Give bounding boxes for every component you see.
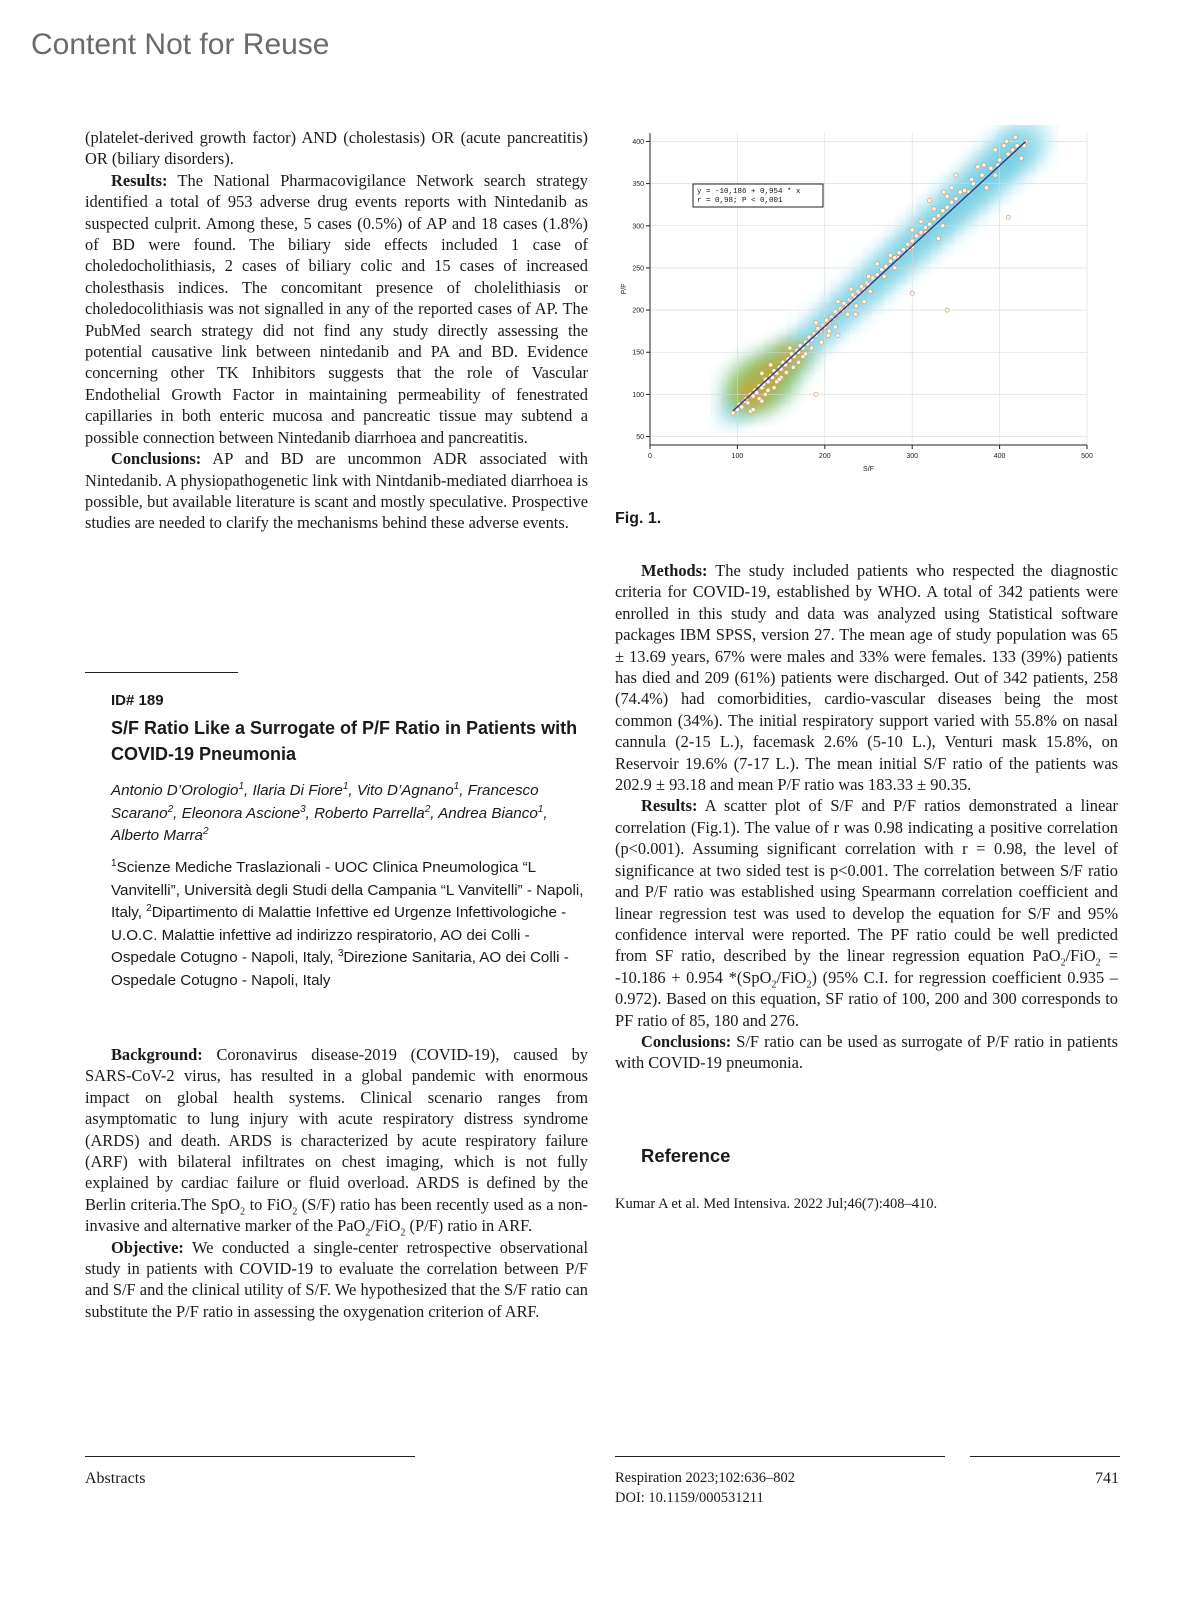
regression-line — [733, 141, 1026, 410]
data-points — [731, 135, 1028, 415]
affiliation-text: Direzione Sanitaria, AO dei Colli - Ospedale Cotugno - Napoli, Italy — [111, 949, 569, 989]
author-affiliation-mark: 2 — [424, 803, 431, 815]
footer-section: Abstracts — [85, 1470, 146, 1487]
subscript: 2 — [400, 1227, 406, 1239]
section-label: Results: — [641, 796, 698, 816]
author-name: Roberto Parrella — [314, 804, 425, 822]
section-label: Objective: — [111, 1237, 184, 1257]
data-point — [949, 200, 953, 204]
author-affiliation-mark: 1 — [537, 803, 544, 815]
data-point — [932, 207, 936, 211]
subscript: 2 — [1060, 957, 1066, 969]
data-point — [984, 186, 988, 190]
author-list: Antonio D’Orologio$^1$, Ilaria Di Fiore$^1$, Vito D’Agnano$^1$, Francesco Scarano$^2$, Eleonora Ascione$^3$, Roberto Parrella$^2$, Andrea Bianco$^1$, Alberto Marra$^2$ — [111, 780, 548, 844]
author-affiliation-mark: 2 — [203, 825, 209, 837]
author-affiliation-mark: 2 — [167, 803, 174, 815]
data-point — [945, 194, 949, 198]
data-point — [833, 325, 837, 329]
y-tick-label: 100 — [632, 391, 644, 399]
section-text: /FiO — [1065, 946, 1096, 966]
x-tick-label: 100 — [731, 453, 744, 460]
author-name: Vito D’Agnano — [356, 782, 454, 799]
y-tick-label: 50 — [636, 434, 644, 442]
section-text: (S/F) ratio has been recently used as a non-invasive and alternative marker of the PaO — [85, 1194, 588, 1236]
x-axis-label: S/F — [863, 466, 874, 473]
data-point — [942, 190, 946, 194]
y-tick-label: 300 — [632, 223, 644, 231]
author-name: Ilaria Di Fiore — [252, 782, 343, 799]
author-name: Eleonora Ascione — [181, 804, 301, 822]
data-point — [982, 163, 986, 167]
abstract-separator — [85, 672, 238, 673]
footer-rule-left — [85, 1456, 415, 1457]
data-point — [740, 405, 744, 409]
data-point — [963, 188, 967, 192]
affiliation-mark: 3 — [337, 948, 344, 960]
page-number: 741 — [1095, 1470, 1119, 1487]
reference-item: Kumar A et al. Med Intensiva. 2022 Jul;46(7):408–410. — [615, 1196, 938, 1212]
data-point — [868, 289, 872, 293]
data-point — [810, 346, 814, 350]
y-axis-label: P/F — [621, 283, 628, 295]
data-point — [945, 308, 949, 312]
section-label: Methods: — [641, 561, 708, 580]
data-point — [1013, 135, 1017, 139]
section-text: AP and BD are uncommon ADR associated with Nintedanib. A physiopathogenetic link with Nintdanib-mediated diarrhoea is possible, but available literature is scant and mostly speculative. Prospective studies are needed to clarify the mechanisms behind these adverse events. — [85, 449, 588, 533]
paragraph — [615, 560, 1118, 795]
data-point — [866, 274, 870, 278]
figure-caption: Fig. 1. — [615, 510, 662, 527]
data-point — [970, 177, 974, 181]
data-point — [803, 352, 807, 356]
data-point — [772, 386, 776, 390]
author-affiliation-mark: 3 — [300, 803, 306, 815]
data-point — [882, 274, 886, 278]
data-point — [980, 173, 984, 177]
data-point — [923, 225, 927, 229]
abstract-id: ID# 189 — [111, 692, 164, 709]
data-point — [769, 363, 773, 367]
data-point — [958, 190, 962, 194]
y-tick-label: 400 — [632, 138, 644, 146]
footer-journal: Respiration 2023;102:636–802 DOI: 10.1159/000531211 — [615, 1470, 796, 1506]
section-text: The study included patients who respected the diagnostic criteria for COVID-19, established by WHO. A total of 342 patients were enrolled in this study and data was analyzed using Statistical software packages IBM SPSS, version 27. The mean age of study population was 65 ± 13.69 years, 67% were males and 33% were females. 133 (39%) patients has died and 209 (61%) patients were discharged. Out of 342 patients, 258 (74.4%) had comorbidities, cardio-vascular diseases being the most common (34%). The initial respiratory support varied with 55.8% on nasal cannula (2-15 L.), facemask 2.6% (5-10 L.), Venturi mask 15.8%, on Reservoir 19.6% (7-17 L.). The mean initial S/F ratio of the patients was 202.9 ± 93.18 and mean P/F ratio was 183.33 ± 90.35. — [615, 561, 1118, 795]
x-tick-label: 500 — [1081, 453, 1093, 460]
paragraph — [85, 1044, 588, 1237]
data-point — [760, 399, 764, 403]
data-point — [971, 181, 975, 185]
author-name: Andrea Bianco — [438, 804, 538, 822]
author-name: Francesco Scarano — [111, 782, 539, 822]
footer-rule-right — [970, 1456, 1120, 1457]
data-point — [893, 266, 897, 270]
section-text: A scatter plot of S/F and P/F ratios demonstrated a linear correlation (Fig.1). The value of r was 0.98 indicating a positive correlation (p<0.001). Assuming significant correlation with r = 0.98, the level of significance at two sided test is p<0.001. The correlation between S/F ratio and P/F ratio was established using Spearmann correlation coefficient and linear regression test was used to develop the equation for S/F and 95% confidence interval were reported. The PF ratio could be well predicted from SF ratio, described by the linear regression equation PaO — [615, 796, 1118, 966]
data-point — [976, 165, 980, 169]
data-point — [941, 208, 945, 212]
affiliations — [111, 857, 591, 993]
data-point — [1004, 139, 1008, 143]
data-point — [827, 329, 831, 333]
data-point — [932, 217, 936, 221]
footer-rule-mid — [615, 1456, 945, 1457]
equation-line-1: y = -10,186 + 0,954 * x — [697, 188, 801, 196]
paragraph — [85, 1237, 588, 1323]
data-point — [954, 173, 958, 177]
section-text: /FiO — [776, 967, 807, 987]
data-point — [871, 276, 875, 280]
data-point — [731, 411, 735, 415]
left-column-top — [85, 127, 588, 534]
paragraph — [85, 448, 588, 534]
data-point — [819, 340, 823, 344]
data-point — [888, 253, 892, 257]
data-point — [880, 268, 884, 272]
data-point — [919, 230, 923, 234]
y-tick-label: 150 — [632, 349, 644, 357]
abstract-title: S/F Ratio Like a Surrogate of P/F Ratio in Patients with COVID-19 Pneumonia — [111, 718, 578, 764]
data-point — [914, 234, 918, 238]
subscript: 2 — [240, 1206, 246, 1218]
section-label: Results: — [111, 170, 168, 190]
y-tick-label: 250 — [632, 265, 644, 273]
section-text: S/F ratio can be used as surrogate of P/F ratio in patients with COVID-19 pneumonia. — [615, 1031, 1118, 1073]
data-point — [1019, 156, 1023, 160]
data-point — [901, 247, 905, 251]
data-point — [936, 214, 940, 218]
watermark: Content Not for Reuse — [31, 28, 330, 61]
data-point — [936, 236, 940, 240]
affiliation-text: Scienze Mediche Traslazionali - UOC Clinica Pneumologica “L Vanvitelli”, Università degli Studi della Campania “L Vanvitelli” - Napoli, Italy, — [111, 859, 584, 922]
data-point — [919, 219, 923, 223]
data-point — [826, 333, 830, 337]
author-name: Alberto Marra — [111, 827, 204, 844]
equation-box — [693, 184, 823, 207]
data-point — [784, 370, 788, 374]
section-label: Background: — [111, 1045, 203, 1064]
author-affiliation-mark: 1 — [453, 780, 460, 792]
section-text: to FiO — [245, 1194, 293, 1214]
data-point — [875, 262, 879, 266]
regression-line-segment — [733, 141, 1026, 410]
data-point — [853, 312, 857, 316]
y-tick-label: 350 — [632, 181, 644, 189]
data-point — [854, 304, 858, 308]
section-text: We conducted a single-center retrospective observational study in patients with COVID-19 to evaluate the correlation between P/F and S/F and the clinical utility of S/F. We hypothesized that the S/F ratio can substitute the P/F ratio in assessing the oxygenation criterion of ARF. — [85, 1237, 588, 1321]
data-point — [941, 224, 945, 228]
x-tick-label: 400 — [993, 453, 1006, 460]
data-point — [746, 401, 750, 405]
equation-line-2: r = 0,98; P < 0,001 — [697, 197, 783, 205]
section-text: Coronavirus disease-2019 (COVID-19), caused by SARS-CoV-2 virus, has resulted in a global pandemic with enormous impact on global health systems. Clinical scenario ranges from asymptomatic to lung injury with acute respiratory distress syndrome (ARDS) and death. ARDS is characterized by acute respiratory failure (ARF) with bilateral infiltrates on chest imaging, which is not fully explained by cardiac failure or fluid overload. ARDS is defined by the Berlin criteria.The SpO — [85, 1045, 588, 1214]
left-column-bottom — [85, 1044, 588, 1322]
section-text: /FiO — [370, 1216, 401, 1236]
data-point — [845, 312, 849, 316]
x-tick-label: 200 — [818, 453, 831, 460]
data-point — [836, 333, 840, 337]
data-point — [1002, 144, 1006, 148]
data-point — [945, 205, 949, 209]
data-point — [766, 388, 770, 392]
data-point — [954, 197, 958, 201]
reference-heading: Reference — [641, 1145, 731, 1166]
data-point — [862, 300, 866, 304]
paragraph: (platelet-derived growth factor) AND (cholestasis) OR (acute pancreatitis) OR (biliary disorders). — [85, 128, 588, 169]
paragraph — [615, 1031, 1118, 1074]
data-point — [949, 186, 953, 190]
data-point — [849, 287, 853, 291]
section-text: (P/F) ratio in ARF. — [405, 1216, 533, 1236]
y-tick-label: 200 — [632, 307, 644, 315]
paragraph — [615, 795, 1118, 1030]
data-point — [760, 371, 764, 375]
data-point — [897, 251, 901, 255]
subscript: 2 — [806, 979, 812, 990]
data-point — [1015, 144, 1019, 148]
data-point — [888, 259, 892, 263]
data-point — [791, 365, 795, 369]
data-point — [910, 228, 914, 232]
subscript: 2 — [771, 979, 777, 990]
section-label: Conclusions: — [111, 449, 202, 469]
author-affiliation-mark: 1 — [238, 780, 245, 792]
affiliation-text: Dipartimento di Malattie Infettive ed Urgenze Infettivologiche - U.O.C. Malattie infettive ad indirizzo respiratorio, AO dei Colli - Ospedale Cotugno - Napoli, Italy, — [111, 904, 567, 967]
data-point — [814, 321, 818, 325]
section-label: Conclusions: — [641, 1031, 732, 1051]
data-point — [989, 166, 993, 170]
subscript: 2 — [1095, 957, 1101, 969]
data-point — [1006, 215, 1010, 219]
author-affiliation-mark: 1 — [342, 780, 349, 792]
subscript: 2 — [292, 1206, 298, 1218]
data-point — [777, 377, 781, 381]
data-point — [763, 392, 767, 396]
section-text: The National Pharmacovigilance Network search strategy identified a total of 953 adverse drug events reports with Nintedanib as suspected culprit. Among these, 5 cases (0.5%) of AP and 18 cases (1.8%) of BD were found. The biliary side effects included 1 case of choledocholithiasis, 2 cases of biliary colic and 15 cases of increased cholesthasis indices. The concomitant presence of cholelithiasis or choledocolithiasis was not signalled in any of the reported cases of AP. The PubMed search strategy did not find any study directly assessing the potential causative link between nintedanib and PA and BD. Evidence concerning other TK Inhibitors suggests that the role of Vascular Endothelial Growth Factor in maintaining permeability of fenestrated capillaries in both enteric mucosa and pancreatic tissue may subtend a possible connection between Nintedanib diarrhoea and pancreatitis. — [85, 170, 588, 447]
paragraph — [85, 170, 588, 448]
data-point — [928, 198, 932, 202]
chart-svg — [615, 125, 1125, 490]
data-point — [910, 291, 914, 295]
affiliation-mark: 1 — [111, 857, 117, 869]
author-name: Antonio D’Orologio — [111, 782, 239, 799]
scatter-chart — [615, 125, 1125, 490]
data-point — [751, 407, 755, 411]
data-point — [814, 392, 818, 396]
data-point — [796, 360, 800, 364]
data-point — [788, 346, 792, 350]
data-point — [906, 242, 910, 246]
right-column — [615, 560, 1118, 1074]
affiliation-mark: 2 — [146, 903, 152, 915]
data-point — [928, 222, 932, 226]
data-point — [836, 300, 840, 304]
data-point — [884, 264, 888, 268]
data-point — [998, 158, 1002, 162]
x-tick-label: 0 — [648, 453, 652, 460]
x-tick-label: 300 — [906, 453, 919, 460]
data-point — [993, 148, 997, 152]
section-text: ) (95% C.I. for regression coefficient 0.935 – 0.972). Based on this equation, SF ratio of 100, 200 and 300 corresponds to PF ratio of 85, 180 and 276. — [615, 967, 1118, 1030]
data-point — [910, 239, 914, 243]
section-text: = -10.186 + 0.954 *(SpO — [615, 946, 1118, 987]
data-point — [993, 173, 997, 177]
subscript: 2 — [365, 1227, 371, 1239]
